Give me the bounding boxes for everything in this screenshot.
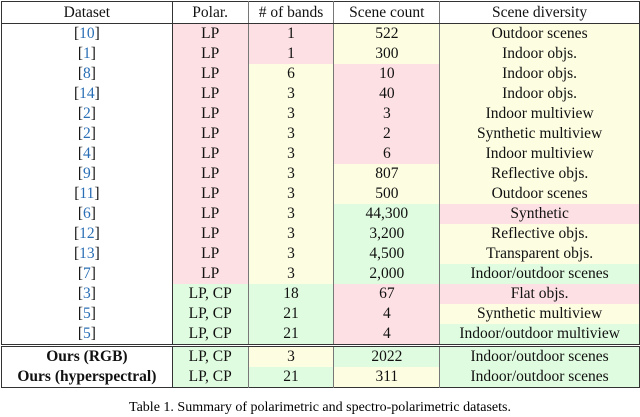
scene-diversity-cell: Indoor/outdoor scenes [440,346,640,368]
scene-count-cell: 40 [334,84,440,104]
citation-link[interactable]: 2 [83,105,91,122]
scene-count-cell: 807 [334,164,440,184]
table-row [2,204,640,224]
polar-cell: LP [172,64,248,84]
bands-cell: 21 [248,324,334,346]
dataset-cell [2,84,173,104]
scene-diversity-cell: Indoor multiview [440,144,640,164]
citation: [2] [77,105,96,122]
scene-diversity-cell: Indoor/outdoor multiview [440,324,640,346]
citation: [11] [74,185,100,202]
citation: [13] [73,245,100,262]
bands-cell: 21 [248,304,334,324]
table-caption: Table 1. Summary of polarimetric and spectro-polarimetric datasets. [129,400,511,415]
citation-link[interactable]: 1 [83,45,91,62]
table-row [2,244,640,264]
citation: [1] [77,45,96,62]
dataset-name: Ours (hyperspectral) [17,368,157,385]
header-bands: # of bands [248,2,334,24]
citation-link[interactable]: 5 [83,305,91,322]
citation: [8] [77,65,96,82]
dataset-cell [2,204,173,224]
dataset-cell [2,184,173,204]
scene-diversity-cell: Synthetic multiview [440,304,640,324]
polar-cell: LP [172,24,248,45]
polar-cell: LP [172,164,248,184]
scene-count-cell: 522 [334,24,440,45]
polar-cell: LP [172,84,248,104]
header-dataset: Dataset [2,2,173,24]
scene-diversity-cell: Outdoor scenes [440,24,640,45]
scene-count-cell: 2022 [334,346,440,368]
scene-count-cell: 3,200 [334,224,440,244]
polar-cell: LP [172,104,248,124]
polar-cell: LP, CP [172,304,248,324]
table-row [2,24,640,45]
dataset-cell [2,44,173,64]
citation-link[interactable]: 14 [79,85,95,102]
scene-diversity-cell: Indoor objs. [440,84,640,104]
bands-cell: 18 [248,284,334,304]
citation-link[interactable]: 2 [83,125,91,142]
scene-diversity-cell: Transparent objs. [440,244,640,264]
scene-diversity-cell: Synthetic [440,204,640,224]
bands-cell: 3 [248,264,334,284]
bands-cell: 3 [248,204,334,224]
bands-cell: 3 [248,164,334,184]
scene-count-cell: 3 [334,104,440,124]
citation: [14] [73,85,100,102]
dataset-cell [2,304,173,324]
scene-count-cell: 300 [334,44,440,64]
table-row [2,224,640,244]
dataset-cell [2,367,173,388]
scene-diversity-cell: Indoor objs. [440,44,640,64]
bands-cell: 1 [248,24,334,45]
polar-cell: LP [172,44,248,64]
header-polar: Polar. [172,2,248,24]
bands-cell: 6 [248,64,334,84]
table-row [2,164,640,184]
citation-link[interactable]: 12 [79,225,95,242]
bands-cell: 3 [248,244,334,264]
scene-diversity-cell: Indoor multiview [440,104,640,124]
scene-count-cell: 500 [334,184,440,204]
scene-diversity-cell: Indoor/outdoor scenes [440,264,640,284]
dataset-cell [2,324,173,346]
table-row [2,144,640,164]
bands-cell: 21 [248,367,334,388]
citation: [3] [77,285,96,302]
citation: [2] [77,125,96,142]
polar-cell: LP, CP [172,367,248,388]
table-row [2,264,640,284]
dataset-cell [2,244,173,264]
scene-count-cell: 4 [334,304,440,324]
bands-cell: 3 [248,346,334,368]
polar-cell: LP, CP [172,284,248,304]
table-row [2,64,640,84]
citation-link[interactable]: 3 [83,285,91,302]
polar-cell: LP [172,144,248,164]
polar-cell: LP, CP [172,346,248,368]
dataset-cell [2,164,173,184]
table-row [2,104,640,124]
citation: [10] [73,25,100,42]
citation-link[interactable]: 11 [79,185,95,202]
scene-count-cell: 44,300 [334,204,440,224]
dataset-cell [2,124,173,144]
citation: [7] [77,265,96,282]
scene-count-cell: 4 [334,324,440,346]
ours-row [2,346,640,368]
ours-row [2,367,640,388]
scene-diversity-cell: Outdoor scenes [440,184,640,204]
citation: [9] [77,165,96,182]
citation: [6] [77,205,96,222]
scene-count-cell: 6 [334,144,440,164]
citation: [5] [77,305,96,322]
citation-link[interactable]: 13 [79,245,95,262]
dataset-cell [2,144,173,164]
citation-link[interactable]: 9 [83,165,91,182]
scene-count-cell: 2,000 [334,264,440,284]
datasets-table [1,1,640,388]
bands-cell: 3 [248,144,334,164]
scene-diversity-cell: Reflective objs. [440,224,640,244]
dataset-cell [2,284,173,304]
polar-cell: LP [172,224,248,244]
citation-link[interactable]: 4 [83,145,91,162]
polar-cell: LP [172,184,248,204]
header-scene-diversity: Scene diversity [440,2,640,24]
polar-cell: LP [172,244,248,264]
table-row [2,284,640,304]
polar-cell: LP [172,264,248,284]
citation-link[interactable]: 6 [83,205,91,222]
dataset-cell [2,24,173,45]
bands-cell: 1 [248,44,334,64]
polar-cell: LP, CP [172,324,248,346]
scene-diversity-cell: Indoor/outdoor scenes [440,367,640,388]
bands-cell: 3 [248,124,334,144]
citation: [12] [73,225,100,242]
header-row [2,2,640,24]
scene-diversity-cell: Indoor objs. [440,64,640,84]
table-row [2,184,640,204]
table-row [2,124,640,144]
dataset-cell [2,346,173,368]
bands-cell: 3 [248,184,334,204]
scene-diversity-cell: Synthetic multiview [440,124,640,144]
dataset-cell [2,264,173,284]
citation-link[interactable]: 5 [83,325,91,342]
citation-link[interactable]: 10 [79,25,95,42]
bands-cell: 3 [248,224,334,244]
bands-cell: 3 [248,104,334,124]
polar-cell: LP [172,124,248,144]
scene-count-cell: 4,500 [334,244,440,264]
scene-count-cell: 67 [334,284,440,304]
scene-count-cell: 2 [334,124,440,144]
scene-count-cell: 10 [334,64,440,84]
bands-cell: 3 [248,84,334,104]
header-scene-count: Scene count [334,2,440,24]
polar-cell: LP [172,204,248,224]
dataset-name: Ours (RGB) [46,348,128,365]
dataset-cell [2,104,173,124]
scene-diversity-cell: Flat objs. [440,284,640,304]
table-row [2,84,640,104]
citation: [5] [77,325,96,342]
table-row [2,304,640,324]
citation-link[interactable]: 7 [83,265,91,282]
table-row [2,324,640,346]
scene-diversity-cell: Reflective objs. [440,164,640,184]
citation-link[interactable]: 8 [83,65,91,82]
dataset-cell [2,64,173,84]
dataset-cell [2,224,173,244]
citation: [4] [77,145,96,162]
table-row [2,44,640,64]
scene-count-cell: 311 [334,367,440,388]
